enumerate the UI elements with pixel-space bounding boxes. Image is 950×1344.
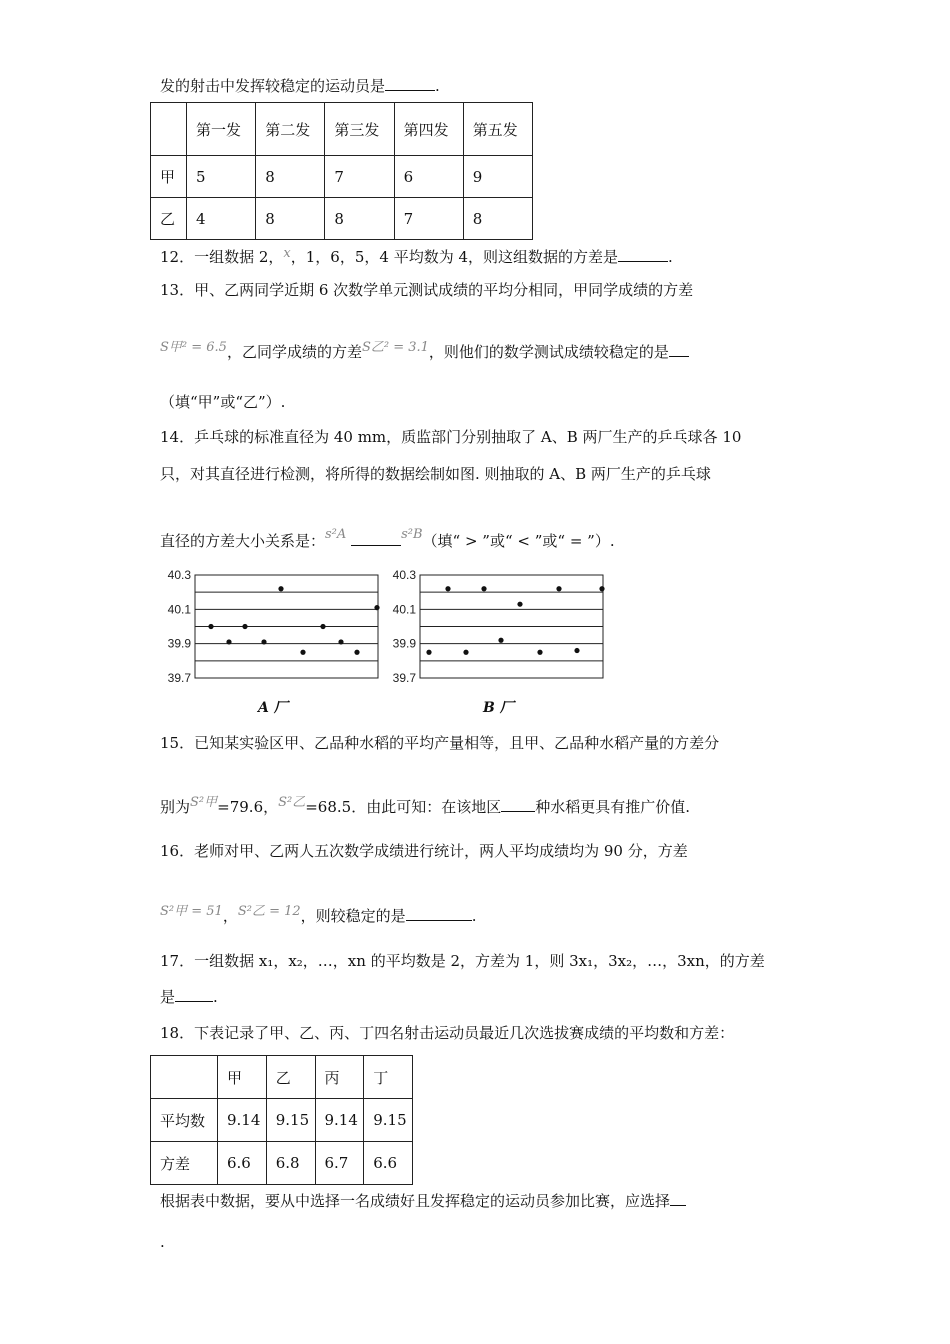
table-row: 甲 5 8 7 6 9 [151, 156, 533, 198]
table-header-cell: 第三发 [325, 103, 394, 156]
question-15: 15．已知某实验区甲、乙品种水稻的平均产量相等，且甲、乙品种水稻产量的方差分 [160, 734, 720, 752]
table-row: 乙 4 8 8 7 8 [151, 198, 533, 240]
y-tick-label: 39.9 [167, 636, 191, 651]
data-point [242, 624, 247, 629]
data-point [278, 586, 283, 591]
data-point [261, 639, 266, 644]
data-point [354, 650, 359, 655]
data-point [426, 650, 431, 655]
question-13-line3: （填“甲”或“乙”）. [160, 393, 286, 411]
q11-tail: 发的射击中发挥较稳定的运动员是 . [160, 77, 440, 95]
question-14: 14．乒乓球的标准直径为 40 mm，质监部门分别抽取了 A、B 两厂生产的乒乓球各 10 [160, 428, 742, 446]
chart-a-title: A 厂 [258, 700, 288, 716]
data-point [517, 602, 522, 607]
data-point [300, 650, 305, 655]
data-point [463, 650, 468, 655]
question-15-line2: 别为S²甲=79.6，S²乙=68.5．由此可知：在该地区 种水稻更具有推广价值. [160, 795, 690, 816]
answer-blank[interactable] [669, 342, 689, 357]
question-16: 16．老师对甲、乙两人五次数学成绩进行统计，两人平均成绩均为 90 分，方差 [160, 842, 688, 860]
data-point [498, 638, 503, 643]
answer-blank[interactable] [501, 797, 535, 812]
answer-blank[interactable] [351, 531, 401, 546]
data-point [556, 586, 561, 591]
answer-blank[interactable] [618, 247, 668, 262]
question-17-line2: 是 . [160, 988, 218, 1006]
y-tick-label: 39.7 [392, 671, 416, 685]
answer-blank[interactable] [385, 76, 435, 91]
chart-a [155, 565, 385, 695]
athlete-table: 甲 乙 丙 丁 平均数 9.14 9.15 9.14 9.15 方差 6.6 6.8 6.7 6.6 [150, 1055, 413, 1185]
question-13: 13．甲、乙两同学近期 6 次数学单元测试成绩的平均分相同，甲同学成绩的方差 [160, 281, 694, 299]
question-12: 12．一组数据 2，x，1，6，5，4 平均数为 4，则这组数据的方差是 . [160, 246, 673, 266]
question-18: 18．下表记录了甲、乙、丙、丁四名射击运动员最近几次选拔赛成绩的平均数和方差： [160, 1024, 735, 1042]
y-tick-label: 40.3 [167, 568, 191, 582]
data-point [599, 586, 604, 591]
table-row: 平均数 9.14 9.15 9.14 9.15 [151, 1099, 413, 1142]
question-16-line2: S²甲 = 51，S²乙 = 12，则较稳定的是 . [160, 904, 477, 925]
y-tick-label: 40.1 [392, 602, 416, 617]
question-17: 17．一组数据 x₁，x₂，…，xn 的平均数是 2，方差为 1，则 3x₁，3x₂，…，3xn，的方差 [160, 952, 765, 970]
question-18-dot: . [160, 1233, 165, 1251]
answer-blank[interactable] [175, 987, 213, 1002]
data-point [374, 605, 379, 610]
table-header-cell [151, 103, 187, 156]
question-13-line2: S甲² = 6.5，乙同学成绩的方差S乙² = 3.1，则他们的数学测试成绩较稳定的是 [160, 338, 689, 362]
data-point [445, 586, 450, 591]
table-header-cell: 第二发 [256, 103, 325, 156]
data-point [320, 624, 325, 629]
data-point [574, 648, 579, 653]
table-header-cell: 第四发 [394, 103, 463, 156]
question-14-line2: 只，对其直径进行检测，将所得的数据绘制如图. 则抽取的 A、B 两厂生产的乒乓球 [160, 465, 711, 483]
table-header-cell: 第五发 [463, 103, 532, 156]
y-tick-label: 39.7 [167, 671, 191, 685]
y-tick-label: 40.1 [167, 602, 191, 617]
table-row: 方差 6.6 6.8 6.7 6.6 [151, 1142, 413, 1185]
chart-b [380, 565, 610, 695]
y-tick-label: 39.9 [392, 636, 416, 651]
y-tick-label: 40.3 [392, 568, 416, 582]
data-point [481, 586, 486, 591]
table-header-cell: 第一发 [187, 103, 256, 156]
question-18-after: 根据表中数据，要从中选择一名成绩好且发挥稳定的运动员参加比赛，应选择 [160, 1191, 686, 1211]
question-14-line3: 直径的方差大小关系是：s²A s²B（填“ > ”或“ < ”或“ = ”）. [160, 527, 615, 550]
data-point [226, 639, 231, 644]
shooting-table [150, 102, 533, 240]
data-point [208, 624, 213, 629]
answer-blank[interactable] [670, 1191, 686, 1206]
answer-blank[interactable] [406, 906, 472, 921]
data-point [537, 650, 542, 655]
chart-b-title: B 厂 [483, 700, 514, 716]
data-point [338, 639, 343, 644]
